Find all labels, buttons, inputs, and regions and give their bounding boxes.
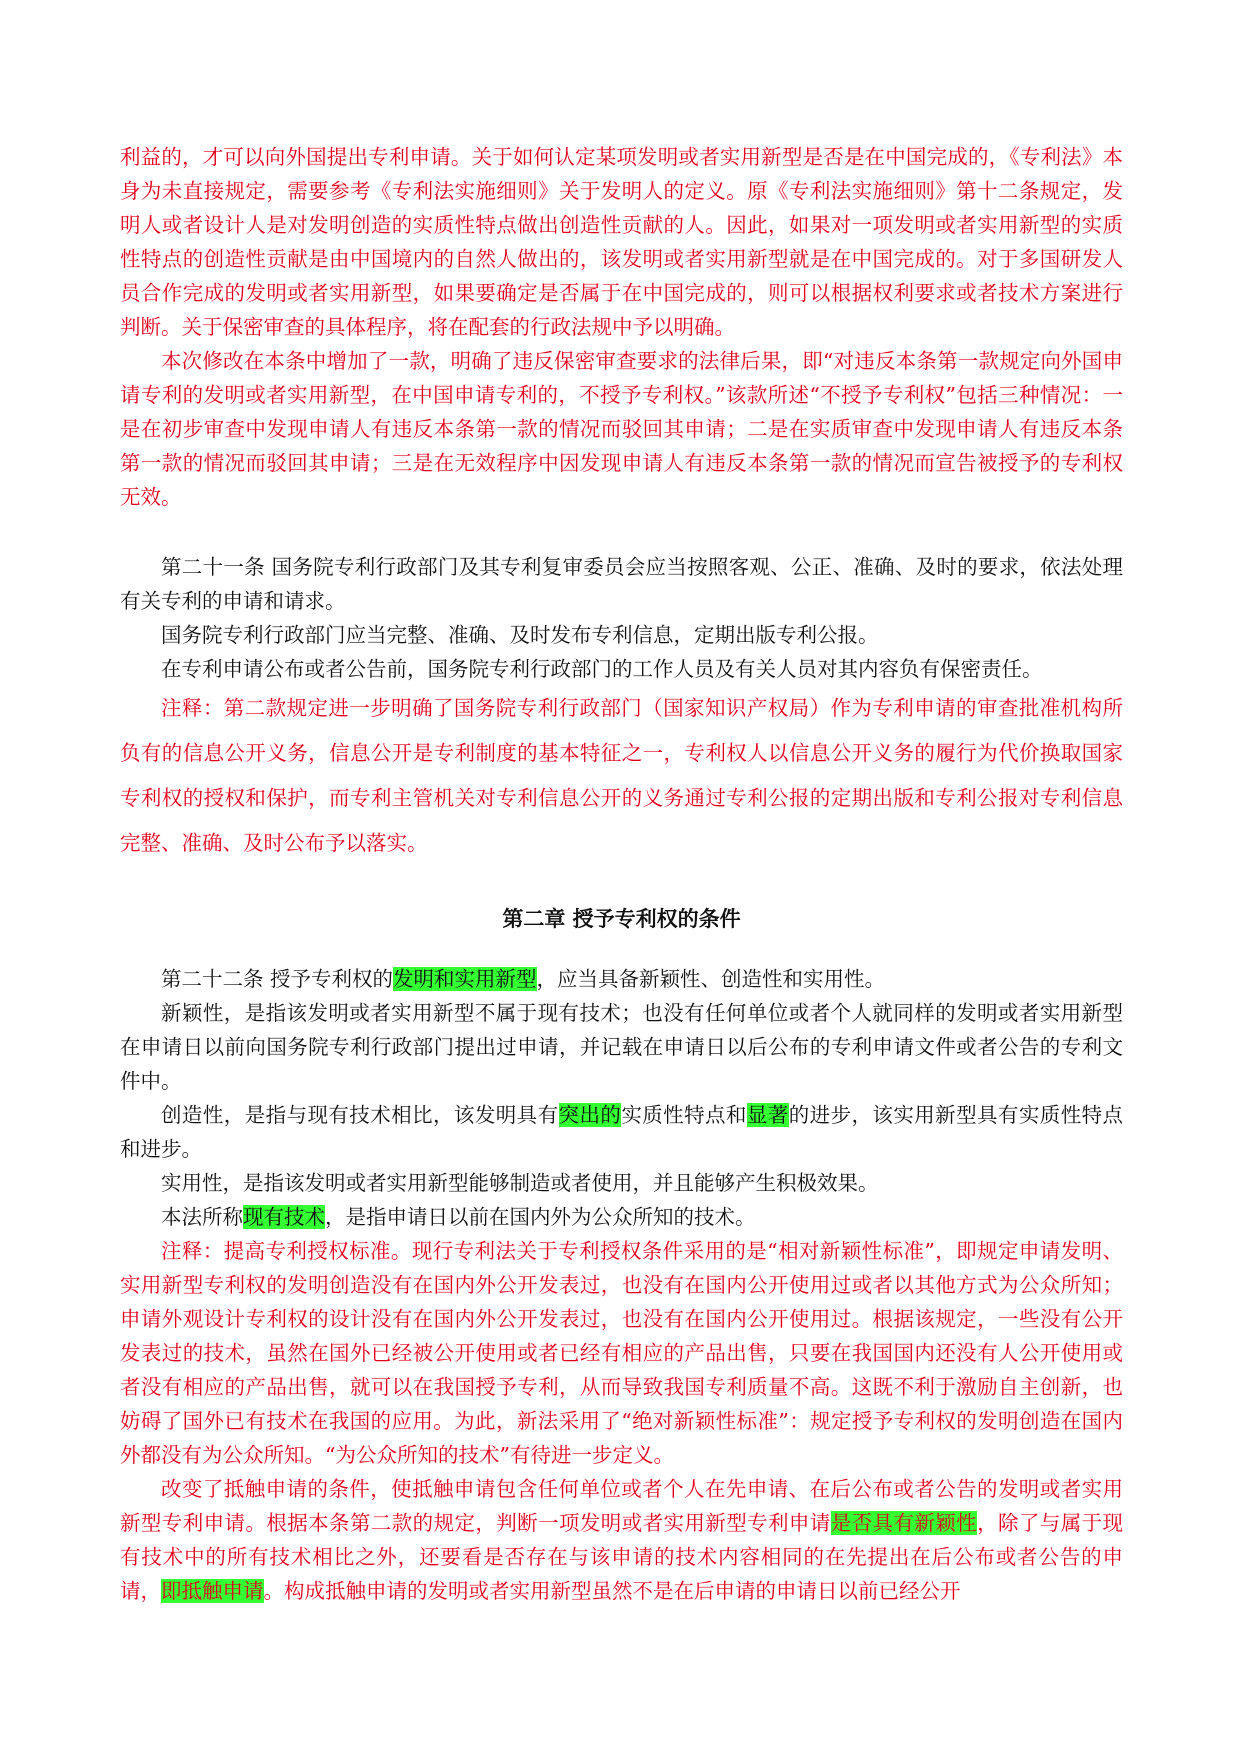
highlighted-text: 发明和实用新型: [393, 967, 537, 991]
text-run: 的进步，该实用新型具有实质性特点和进步。: [120, 1103, 1124, 1161]
text-run: 改变了抵触申请的条件，使抵触申请包含任何单位或者个人在先申请、在后公布或者公告的发明或者实用新型专利申请。根据本条第二款的规定，判断一项发明或者实用新型专利申请: [120, 1477, 1123, 1535]
highlighted-text: 突出的: [558, 1103, 622, 1127]
text-run: ，是指申请日以前在国内外为公众所知的技术。: [325, 1205, 756, 1229]
document-page: [120, 140, 1123, 1608]
text-run: 本法所称: [161, 1205, 243, 1229]
text-run: ，除了与属于现有技术中的所有技术相比之外，还要看是否存在与该申请的技术内容相同的在先提出在后公布或者公告的申请，: [120, 1511, 1124, 1603]
article-22-novelty: 新颖性，是指该发明或者实用新型不属于现有技术；也没有任何单位或者个人就同样的发明或者实用新型在申请日以前向国务院专利行政部门提出过申请，并记载在申请日以后公布的专利申请文件或者公告的专利文件中。: [120, 1001, 1123, 1093]
article-22-inventiveness: [120, 1098, 1123, 1166]
highlighted-text: 是否具有新颖性: [830, 1511, 978, 1535]
highlighted-text: 现有技术: [243, 1205, 325, 1229]
text-run: 。构成抵触申请的发明或者实用新型虽然不是在后申请的申请日以前已经公开: [263, 1579, 961, 1603]
article-21-note: 注释：第二款规定进一步明确了国务院专利行政部门（国家知识产权局）作为专利申请的审查批准机构所负有的信息公开义务，信息公开是专利制度的基本特征之一，专利权人以信息公开义务的履行为代价换取国家专利权的授权和保护，而专利主管机关对专利信息公开的义务通过专利公报的定期出版和专利公报对专利信息完整、准确、及时公布予以落实。: [120, 696, 1123, 855]
article-22-practicality: 实用性，是指该发明或者实用新型能够制造或者使用，并且能够产生积极效果。: [161, 1171, 879, 1195]
spacer: [120, 936, 1123, 962]
article-21-clause-3: 在专利申请公布或者公告前，国务院专利行政部门的工作人员及有关人员对其内容负有保密责任。: [161, 657, 1043, 681]
article-22-note-1: 注释：提高专利授权标准。现行专利法关于专利授权条件采用的是“相对新颖性标准”，即规定申请发明、实用新型专利权的发明创造没有在国内外公开发表过，也没有在国内公开使用过或者以其他方式为公众所知；申请外观设计专利权的设计没有在国内外公开发表过，也没有在国内公开使用过。根据该规定，一些没有公开发表过的技术，虽然在国外已经被公开使用或者已经有相应的产品出售，只要在我国国内还没有人公开使用或者没有相应的产品出售，就可以在我国授予专利，从而导致我国专利质量不高。这既不利于激励自主创新，也妨碍了国外已有技术在我国的应用。为此，新法采用了“绝对新颖性标准”：规定授予专利权的发明创造在国内外都没有为公众所知。“为公众所知的技术”有待进一步定义。: [120, 1239, 1123, 1467]
highlighted-text: 即抵触申请: [161, 1579, 264, 1603]
article-22-note-2: [120, 1472, 1123, 1608]
spacer: [120, 514, 1123, 550]
note-paragraph-amendment: 本次修改在本条中增加了一款，明确了违反保密审查要求的法律后果，即“对违反本条第一款规定向外国申请专利的发明或者实用新型，在中国申请专利的，不授予专利权。”该款所述“不授予专利权”包括三种情况：一是在初步审查中发现申请人有违反本条第一款的情况而驳回其申请；二是在实质审查中发现申请人有违反本条第一款的情况而驳回其申请；三是在无效程序中因发现申请人有违反本条第一款的情况而宣告被授予的专利权无效。: [120, 349, 1123, 509]
note-paragraph-continued: 利益的，才可以向外国提出专利申请。关于如何认定某项发明或者实用新型是否是在中国完成的，《专利法》本身为未直接规定，需要参考《专利法实施细则》关于发明人的定义。原《专利法实施细则》第十二条规定，发明人或者设计人是对发明创造的实质性特点做出创造性贡献的人。因此，如果对一项发明或者实用新型的实质性特点的创造性贡献是由中国境内的自然人做出的，该发明或者实用新型就是在中国完成的。对于多国研发人员合作完成的发明或者实用新型，如果要确定是否属于在中国完成的，则可以根据权利要求或者技术方案进行判断。关于保密审查的具体程序，将在配套的行政法规中予以明确。: [120, 145, 1123, 339]
text-run: 实质性特点和: [621, 1103, 747, 1127]
text-run: ，应当具备新颖性、创造性和实用性。: [536, 967, 886, 991]
article-22-prior-art: [120, 1200, 1123, 1234]
highlighted-text: 显著: [746, 1103, 789, 1127]
article-22-clause-1: [120, 962, 1123, 996]
text-run: 第二十二条 授予专利权的: [161, 967, 394, 991]
article-21-clause-2: 国务院专利行政部门应当完整、准确、及时发布专利信息，定期出版专利公报。: [161, 623, 879, 647]
text-run: 创造性，是指与现有技术相比，该发明具有: [161, 1103, 559, 1127]
article-21-clause-1: 第二十一条 国务院专利行政部门及其专利复审委员会应当按照客观、公正、准确、及时的要求，依法处理有关专利的申请和请求。: [120, 555, 1123, 613]
spacer: [120, 866, 1123, 902]
chapter-heading: 第二章 授予专利权的条件: [502, 907, 741, 931]
